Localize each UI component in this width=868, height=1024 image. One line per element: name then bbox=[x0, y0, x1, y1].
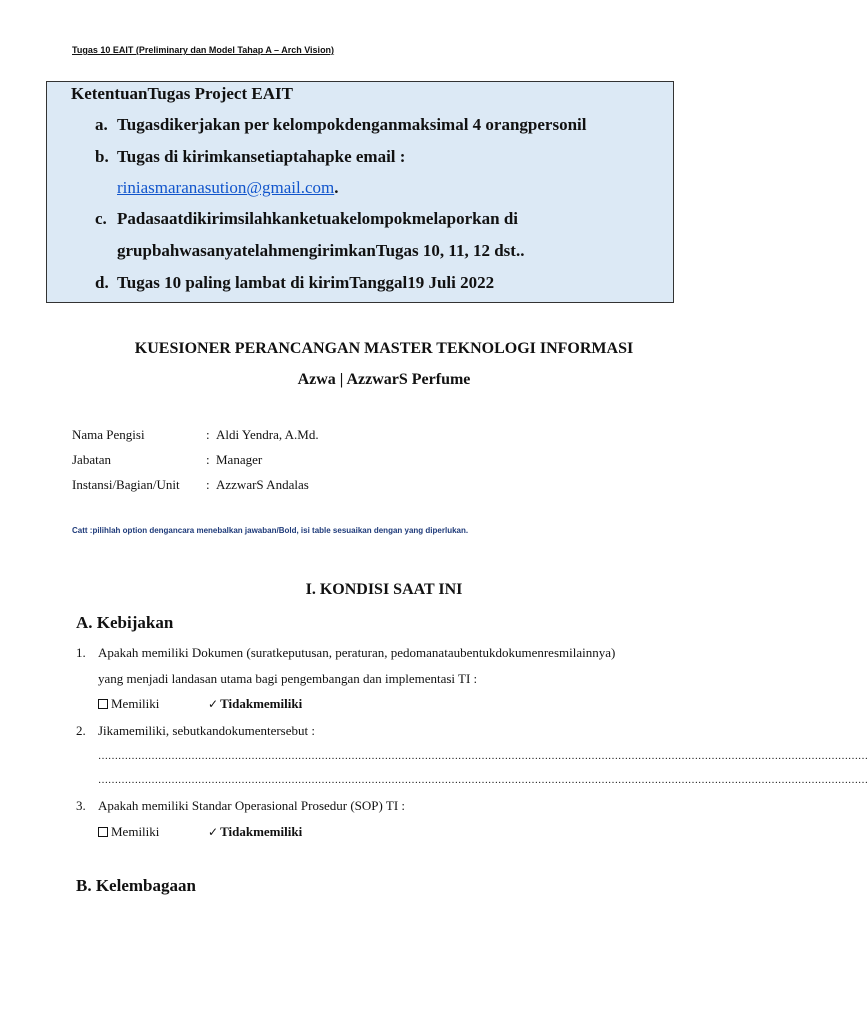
option-label: Tidakmemiliki bbox=[220, 696, 303, 711]
checkbox-empty-icon[interactable] bbox=[98, 699, 108, 709]
document-title: KUESIONER PERANCANGAN MASTER TEKNOLOGI INFORMASI bbox=[134, 340, 634, 357]
option-label: Tidakmemiliki bbox=[220, 824, 303, 839]
rule-item-b bbox=[95, 147, 405, 167]
option-label: Memiliki bbox=[111, 824, 160, 839]
answer-blank-line[interactable]: …………………………………………………………………………………………………………………………………………………………………………………………………………… bbox=[98, 751, 868, 762]
option-not-have-q3[interactable] bbox=[208, 824, 302, 840]
checkmark-icon: ✓ bbox=[208, 697, 219, 711]
rule-email-line bbox=[117, 178, 339, 198]
field-label-institution: Instansi/Bagian/Unit bbox=[72, 477, 180, 492]
rule-letter: d. bbox=[95, 273, 109, 292]
rule-item-d bbox=[95, 273, 494, 293]
checkmark-icon: ✓ bbox=[208, 825, 219, 839]
rule-letter: b. bbox=[95, 147, 109, 166]
rule-item-c bbox=[95, 209, 518, 229]
subsection-heading-a: A. Kebijakan bbox=[76, 613, 174, 632]
rule-text: Tugasdikerjakan per kelompokdenganmaksimal 4 orangpersonil bbox=[117, 115, 587, 134]
answer-blank-line[interactable]: …………………………………………………………………………………………………………………………………………………………………………………………………………… bbox=[98, 775, 868, 786]
option-have-q3[interactable] bbox=[98, 824, 159, 840]
option-not-have-q1[interactable] bbox=[208, 696, 302, 712]
field-value-name: Aldi Yendra, A.Md. bbox=[216, 427, 319, 442]
question-number: 2. bbox=[76, 723, 86, 738]
question-text: Apakah memiliki Standar Operasional Prosedur (SOP) TI : bbox=[98, 798, 406, 813]
field-value-institution: AzzwarS Andalas bbox=[216, 477, 309, 492]
field-colon: : bbox=[206, 427, 210, 442]
instruction-note: Catt :pilihlah option dengancara menebalkan jawaban/Bold, isi table sesuaikan dengan yang diperlukan. bbox=[72, 526, 469, 535]
checkbox-empty-icon[interactable] bbox=[98, 827, 108, 837]
field-value-position: Manager bbox=[216, 452, 263, 467]
question-number: 3. bbox=[76, 798, 86, 813]
rule-item-a bbox=[95, 115, 586, 135]
question-text: Jikamemiliki, sebutkandokumentersebut : bbox=[98, 723, 315, 738]
rule-c-continuation: grupbahwasanyatelahmengirimkanTugas 10, 11, 12 dst.. bbox=[117, 241, 525, 260]
field-colon: : bbox=[206, 452, 210, 467]
rule-letter: c. bbox=[95, 209, 107, 228]
rule-text: Tugas di kirimkansetiaptahapke email : bbox=[117, 147, 406, 166]
question-text-continued: yang menjadi landasan utama bagi pengembangan dan implementasi TI : bbox=[98, 671, 478, 686]
rule-text: Tugas 10 paling lambat di kirimTanggal19 Juli 2022 bbox=[117, 273, 495, 292]
field-label-position: Jabatan bbox=[72, 452, 111, 467]
section-title: I. KONDISI SAAT INI bbox=[305, 581, 463, 598]
rule-text: Padasaatdikirimsilahkanketuakelompokmelaporkan di bbox=[117, 209, 519, 228]
field-label-name: Nama Pengisi bbox=[72, 427, 145, 442]
email-link[interactable]: riniasmaranasution@gmail.com bbox=[117, 178, 335, 197]
question-text: Apakah memiliki Dokumen (suratkeputusan, peraturan, pedomanataubentukdokumenresmilainnya) bbox=[98, 645, 616, 660]
rules-box bbox=[46, 81, 674, 303]
subsection-heading-b: B. Kelembagaan bbox=[76, 876, 196, 895]
option-label: Memiliki bbox=[111, 696, 160, 711]
rules-title: KetentuanTugas Project EAIT bbox=[71, 84, 293, 103]
option-have-q1[interactable] bbox=[98, 696, 159, 712]
field-colon: : bbox=[206, 477, 210, 492]
rule-letter: a. bbox=[95, 115, 108, 134]
document-subtitle: Azwa | AzzwarS Perfume bbox=[297, 371, 471, 388]
question-number: 1. bbox=[76, 645, 86, 660]
email-suffix: . bbox=[334, 178, 339, 197]
assignment-header: Tugas 10 EAIT (Preliminary dan Model Tahap A – Arch Vision) bbox=[72, 45, 335, 55]
